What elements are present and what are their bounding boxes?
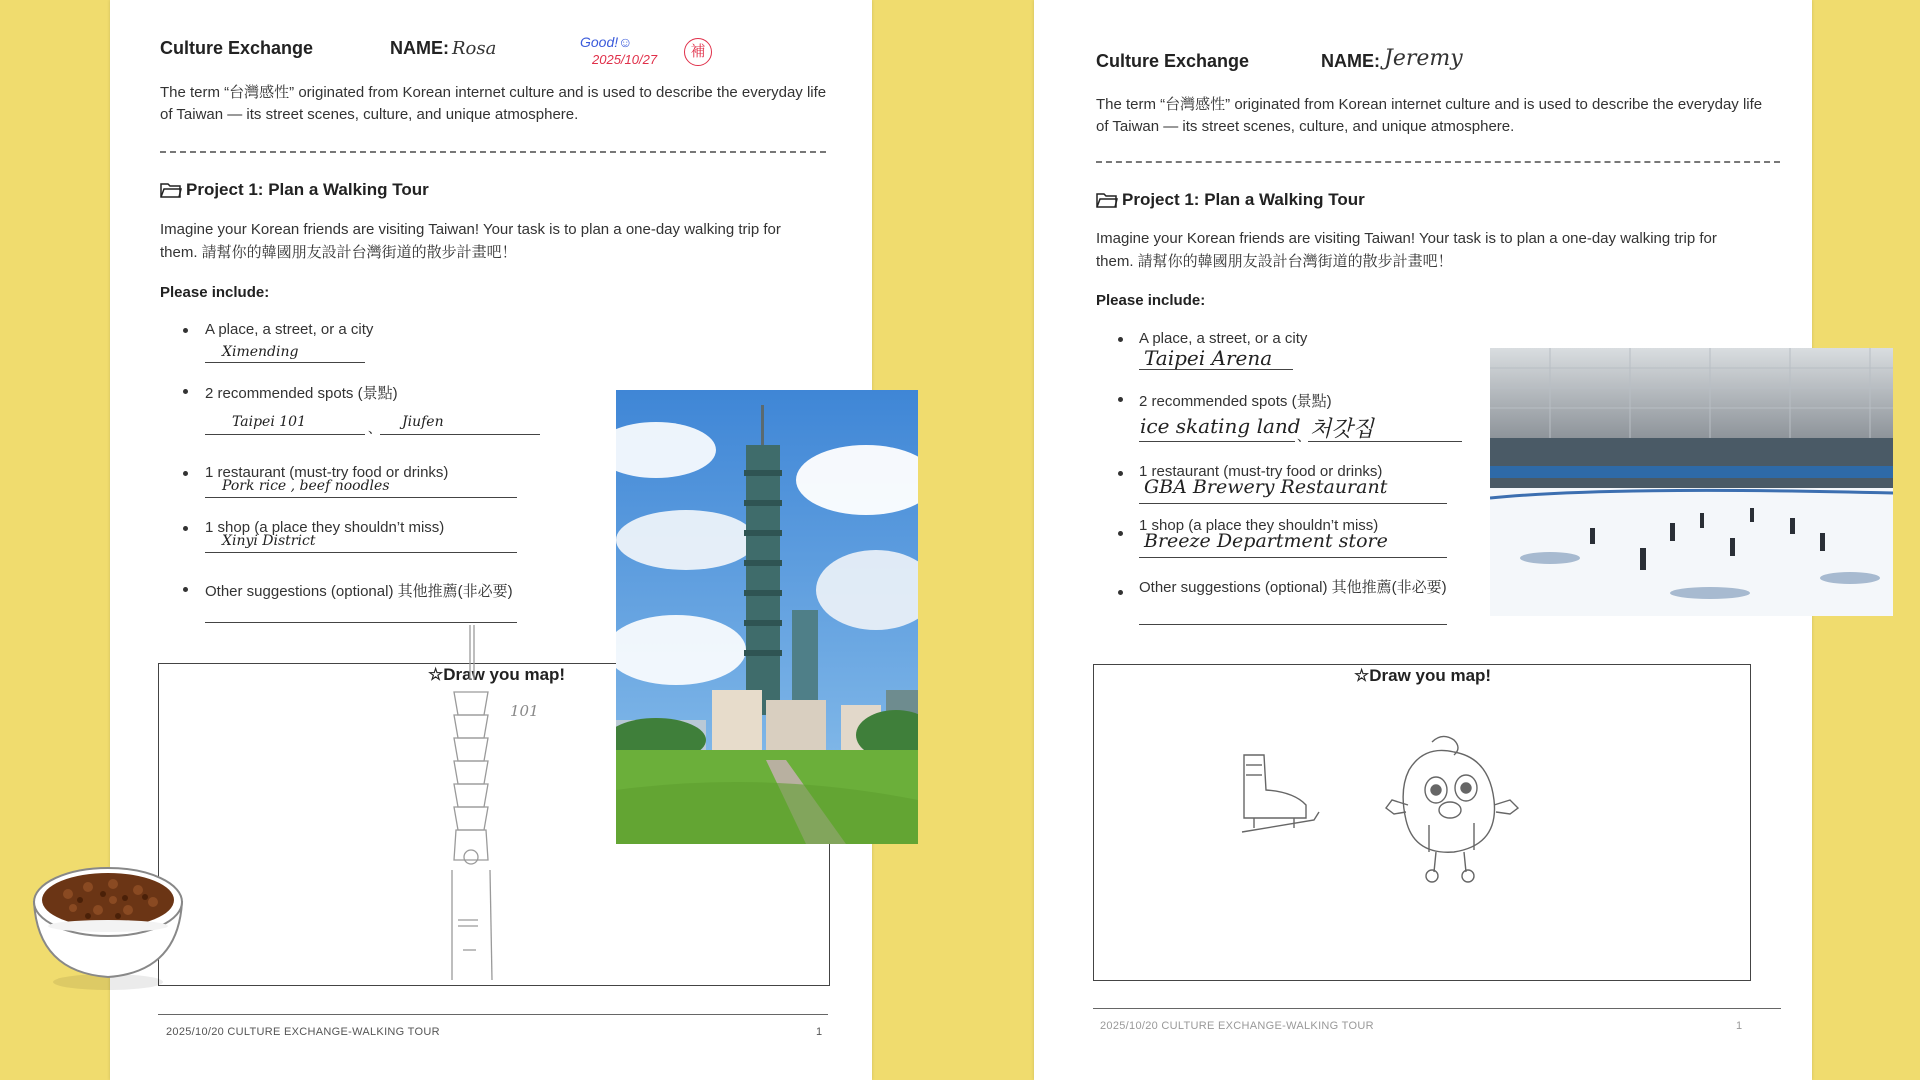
answer-shop: Xinyi District xyxy=(222,533,316,549)
footer-divider xyxy=(1093,1008,1781,1009)
map-title: ☆Draw you map! xyxy=(1354,666,1492,685)
intro-paragraph: The term “台灣感性” originated from Korean internet culture and is used to describe the everyday life of Taiwan — its street scenes, culture, and unique atmosphere. xyxy=(160,84,827,123)
task-paragraph: Imagine your Korean friends are visiting Taiwan! Your task is to plan a one-day walking trip for them. 請幫你的韓國朋友設計台灣街道的散步計畫吧！ xyxy=(1096,230,1717,270)
bullet xyxy=(1118,397,1123,402)
answer-line xyxy=(205,434,365,435)
item-place-label: A place, a street, or a city xyxy=(1139,330,1308,347)
bullet xyxy=(1118,337,1123,342)
sheet-title: Culture Exchange xyxy=(1096,51,1250,71)
page-number: 1 xyxy=(1736,1020,1743,1032)
student-name: Rosa xyxy=(452,38,497,59)
bullet xyxy=(1118,531,1123,536)
answer-line xyxy=(1308,441,1462,442)
project-heading xyxy=(160,180,429,200)
student-name: Jeremy xyxy=(1384,46,1463,71)
answer-line xyxy=(1139,503,1447,504)
item-shop-label: 1 shop (a place they shouldn’t miss) xyxy=(1139,517,1379,534)
project-title: Project 1: Plan a Walking Tour xyxy=(1122,190,1365,209)
answer-restaurant: GBA Brewery Restaurant xyxy=(1144,476,1388,498)
answer-line xyxy=(1139,557,1447,558)
answer-spot-2: 처갓집 xyxy=(1310,417,1374,442)
spot-separator: 、 xyxy=(1297,429,1311,444)
item-restaurant-label: 1 restaurant (must-try food or drinks) xyxy=(1139,463,1383,480)
teacher-comment: Good!☺ xyxy=(580,34,633,50)
bullet xyxy=(183,471,188,476)
teacher-stamp: 補 xyxy=(684,38,712,66)
answer-place: Taipei Arena xyxy=(1144,346,1273,370)
intro-paragraph: The term “台灣感性” originated from Korean internet culture and is used to describe the everyday life of Taiwan — its street scenes, culture, and unique atmosphere. xyxy=(1096,96,1763,135)
footer-text: 2025/10/20 CULTURE EXCHANGE-WALKING TOUR xyxy=(1100,1020,1374,1032)
folder-icon xyxy=(160,181,182,199)
teacher-date: 2025/10/27 xyxy=(592,52,658,67)
bullet xyxy=(183,587,188,592)
bullet xyxy=(183,328,188,333)
page-number: 1 xyxy=(816,1026,823,1038)
bullet xyxy=(183,389,188,394)
answer-spot-1: ice skating land xyxy=(1140,414,1301,438)
answer-line xyxy=(380,434,540,435)
pork-rice-illustration xyxy=(28,842,188,992)
project-heading xyxy=(1096,190,1365,210)
name-label: NAME: xyxy=(1321,51,1380,71)
answer-line xyxy=(205,497,517,498)
please-include-label: Please include: xyxy=(160,284,270,301)
answer-line xyxy=(1139,624,1447,625)
sketch-label-101: 101 xyxy=(510,702,539,720)
please-include-label: Please include: xyxy=(1096,292,1206,309)
item-spots-label: 2 recommended spots (景點) xyxy=(205,385,398,402)
taipei101-sketch xyxy=(428,620,558,985)
answer-shop: Breeze Department store xyxy=(1144,530,1388,552)
answer-line xyxy=(1139,369,1293,370)
ice-skate-sketch xyxy=(1234,750,1334,850)
answer-restaurant: Pork rice , beef noodles xyxy=(222,478,390,494)
project-title: Project 1: Plan a Walking Tour xyxy=(186,180,429,199)
bullet xyxy=(1118,471,1123,476)
ice-rink-photo xyxy=(1490,348,1893,616)
taipei101-photo xyxy=(616,390,918,844)
spot-separator: 、 xyxy=(368,421,382,436)
footer-divider xyxy=(158,1014,828,1015)
dashed-divider xyxy=(160,151,826,153)
answer-line xyxy=(1139,441,1295,442)
dashed-divider xyxy=(1096,161,1780,163)
answer-spot-2: Jiufen xyxy=(402,414,444,430)
name-label: NAME: xyxy=(390,38,449,58)
bullet xyxy=(183,526,188,531)
footer-text: 2025/10/20 CULTURE EXCHANGE-WALKING TOUR xyxy=(166,1026,440,1038)
item-spots-label: 2 recommended spots (景點) xyxy=(1139,393,1332,410)
map-title: ☆Draw you map! xyxy=(428,665,566,684)
answer-place: Ximending xyxy=(222,344,299,360)
answer-spot-1: Taipei 101 xyxy=(232,414,306,430)
mascot-sketch xyxy=(1384,730,1524,900)
item-other-label: Other suggestions (optional) 其他推薦(非必要) xyxy=(1139,579,1447,596)
task-paragraph: Imagine your Korean friends are visiting Taiwan! Your task is to plan a one-day walking trip for them. 請幫你的韓國朋友設計台灣街道的散步計畫吧！ xyxy=(160,221,781,261)
sheet-title: Culture Exchange xyxy=(160,38,314,58)
answer-line xyxy=(205,362,365,363)
item-shop-label: 1 shop (a place they shouldn’t miss) xyxy=(205,519,445,536)
item-other-label: Other suggestions (optional) 其他推薦(非必要) xyxy=(205,583,513,600)
item-place-label: A place, a street, or a city xyxy=(205,321,374,338)
folder-icon xyxy=(1096,191,1118,209)
item-restaurant-label: 1 restaurant (must-try food or drinks) xyxy=(205,464,449,481)
bullet xyxy=(1118,590,1123,595)
answer-line xyxy=(205,552,517,553)
